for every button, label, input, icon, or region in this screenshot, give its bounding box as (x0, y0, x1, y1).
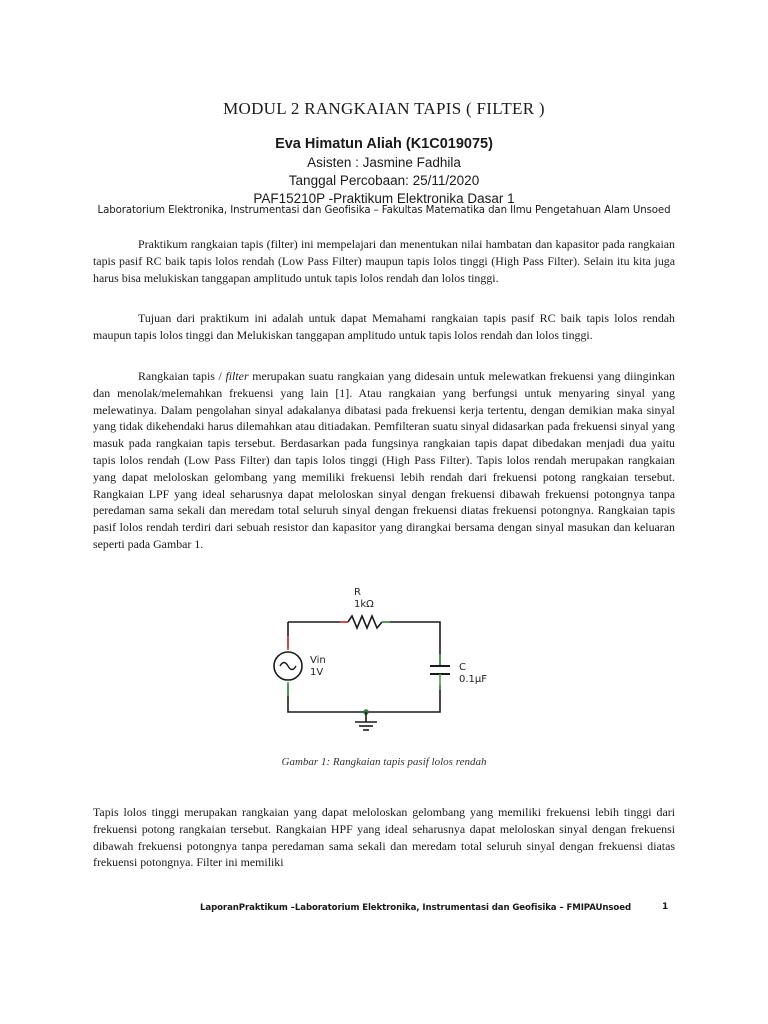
assistant-line: Asisten : Jasmine Fadhila (307, 155, 461, 170)
capacitor-label: C (459, 662, 466, 673)
capacitor-value: 0.1μF (459, 674, 488, 685)
rc-lowpass-circuit-diagram (260, 584, 510, 744)
wire-bottom (288, 684, 440, 712)
figure-caption: Gambar 1: Rangkaian tapis pasif lolos rendah (281, 756, 487, 768)
paragraph-hpf: Tapis lolos tinggi merupakan rangkaian yang dapat meloloskan gelombang yang memiliki frekuensi lebih tinggi dari frekuensi potong rangkaian tersebut. Rangkaian HPF yang ideal seharusnya dapat meloloskan sinyal dengan frekuensi dibawah frekuensi potongnya tanpa peredaman sama sekali dan meredam total seluruh sinyal dengan frekuensi diatas frekuensi potongnya. Filter ini memiliki (93, 805, 675, 870)
page-number: 1 (662, 902, 669, 912)
experiment-date: Tanggal Percobaan: 25/11/2020 (288, 173, 480, 188)
resistor-label: R (354, 587, 361, 598)
page-footer: LaporanPraktikum –Laboratorium Elektronika, Instrumentasi dan Geofisika – FMIPAUnsoed (200, 903, 631, 913)
affiliation-line: Laboratorium Elektronika, Instrumentasi dan Geofisika – Fakultas Matematika dan Ilmu Pengetahuan Alam Unsoed (97, 205, 671, 216)
wire-top-right (382, 622, 440, 666)
paragraph-intro: Praktikum rangkaian tapis (filter) ini mempelajari dan menentukan nilai hambatan dan kapasitor pada rangkaian tapis pasif RC baik tapis lolos rendah (Low Pass Filter) maupun tapis lolos tinggi (High Pass Filter). Selain itu kita juga harus bisa melukiskan tanggapan amplitudo untuk tapis lolos rendah dan lolos tinggi. (93, 237, 675, 285)
document-title: MODUL 2 RANGKAIAN TAPIS ( FILTER ) (223, 99, 545, 118)
source-value: 1V (310, 667, 324, 678)
theory-text-b: merupakan suatu rangkaian yang didesain untuk melewatkan frekuensi yang diinginkan dan menolak/melemahkan frekuensi yang lain [1]. Atau rangkaian yang berfungsi untuk menyaring sinyal yang melewatinya. Dalam pengolahan sinyal adakalanya dibatasi pada frekuensi kerja tertentu, dengan demikian maka sinyal yang tidak dikehendaki harus dilemahkan atau ditiadakan. Pemfilteran suatu sinyal didasarkan pada frekuensi sinyal yang masuk pada rangkaian tapis tersebut. Berdasarkan pada fungsinya rangkaian tapis dapat dibedakan menjadi dua yaitu tapis lolos rendah (Low Pass Filter) dan tapis lolos tinggi (High Pass Filter). Tapis lolos rendah merupakan rangkaian yang dapat meloloskan gelombang yang memiliki frekuensi lebih rendah dari frekuensi potong rangkaian tersebut. Rangkaian LPF yang ideal seharusnya dapat meloloskan sinyal dengan frekuensi dibawah frekuensi potongnya tanpa peredaman sama sekali dan meredam total seluruh sinyal dengan frekuensi diatas frekuensi potongnya. Rangkaian tapis pasif lolos rendah terdiri dari sebuah resistor dan kapasitor yang dirangkai bersama dengan sinyal masukan dan keluaran seperti pada Gambar 1. (93, 369, 675, 551)
source-label: Vin (310, 655, 326, 666)
author-name: Eva Himatun Aliah (K1C019075) (275, 136, 493, 152)
theory-text-a: Rangkaian tapis / (138, 369, 226, 383)
resistor-value: 1kΩ (354, 599, 374, 610)
paragraph-theory (93, 368, 675, 553)
theory-text-em: filter (225, 369, 249, 383)
course-line: PAF15210P -Praktikum Elektronika Dasar 1 (253, 191, 515, 206)
paragraph-purpose: Tujuan dari praktikum ini adalah untuk dapat Memahami rangkaian tapis pasif RC baik tapis lolos rendah maupun tapis lolos tinggi dan Melukiskan tanggapan amplitudo untuk tapis lolos rendah dan lolos tinggi. (93, 311, 675, 342)
resistor-symbol (348, 616, 382, 628)
